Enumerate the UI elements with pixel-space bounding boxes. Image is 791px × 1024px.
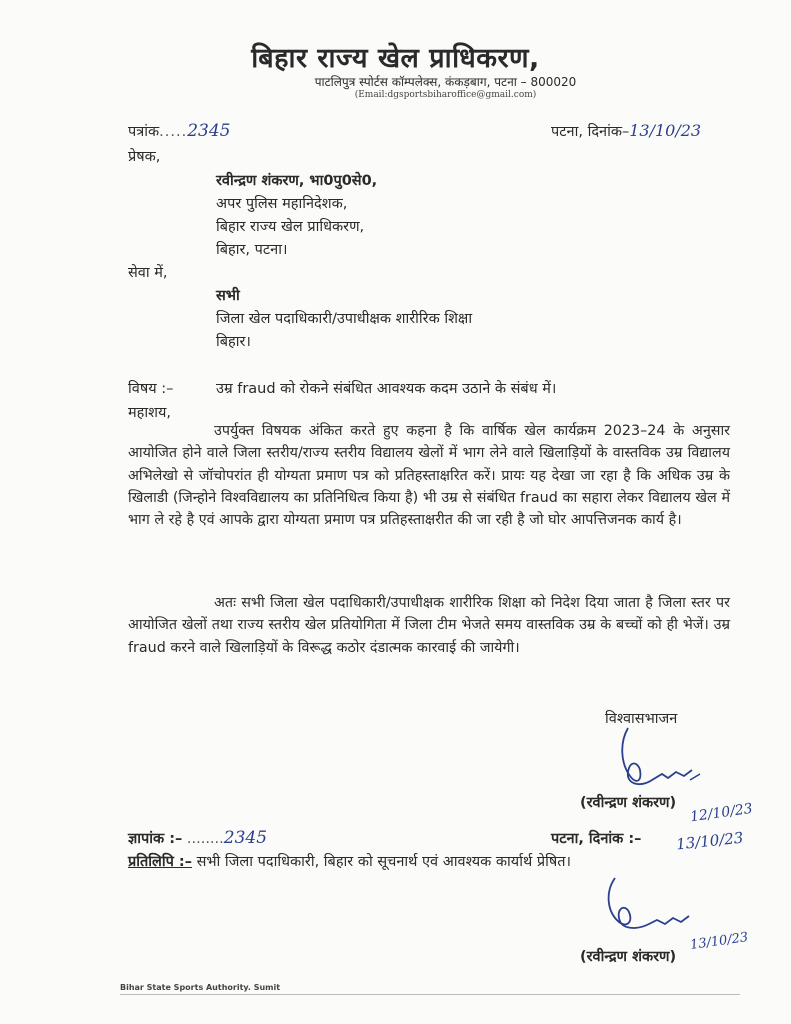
sender-designation: अपर पुलिस महानिदेशक, [216,196,348,212]
recipient-line2: जिला खेल पदाधिकारी/उपाधीक्षक शारीरिक शिक्षा [216,311,473,327]
sender-place: बिहार, पटना। [216,242,288,258]
ref-date-block [551,121,701,141]
memo-date-label: पटना, दिनांक :– [551,831,642,847]
memo-label: ज्ञापांक :– [128,831,183,847]
copy-text: सभी जिला पदाधिकारी, बिहार को सूचनार्थ एवं आवश्यक कार्यार्थ प्रेषित। [196,854,571,870]
copy-label: प्रतिलिपि :– [128,854,192,870]
recipient-line1: सभी [216,288,240,304]
closing-sig-date: 12/10/23 [689,800,754,826]
sender-name: रवीन्द्रण शंकरण, भा0पु0से0, [216,173,378,189]
ref-date: 13/10/23 [629,121,702,140]
closing-signatory: (रवीन्द्रण शंकरण) [580,795,677,811]
sender-office: बिहार राज्य खेल प्राधिकरण, [216,219,365,235]
salutation: महाशय, [128,405,172,421]
memo-number: 2345 [223,828,268,848]
memo-sig-date: 13/10/23 [689,930,750,953]
footer-text: Bihar State Sports Authority. Sumit [120,983,281,992]
signature-1-icon [590,722,710,802]
ref-number: 2345 [187,121,231,141]
ref-number-block: पत्रांक.....2345 [128,121,231,141]
recipient-line3: बिहार। [216,334,251,350]
letterhead-title: बिहार राज्य खेल प्राधिकरण, [251,43,540,74]
subject-text: उम्र fraud को रोकने संबंधित आवश्यक कदम उठाने के संबंध में। [216,381,557,397]
ref-date-label: पटना, दिनांक– [551,124,630,140]
footer-divider [120,994,740,995]
body-paragraph-2: अतः सभी जिला खेल पदाधिकारी/उपाधीक्षक शारीरिक शिक्षा को निदेश दिया जाता है जिला स्तर पर आयोजित खेलों तथा राज्य स्तरीय खेल प्रतियोगिता में जिला टीम भेजते समय वास्तविक उम्र के बच्चों को ही भेजें। उम्र fraud करने वाले खिलाड़ियों के विरूद्ध कठोर दंडात्मक कारवाई की जायेगी। [128,595,730,656]
memo-signatory: (रवीन्द्रण शंकरण) [580,949,677,965]
signature-2-icon [585,872,705,947]
letterhead-address: पाटलिपुत्र स्पोर्टस कॉम्पलेक्स, कंकड़बाग, पटना – 800020 [314,75,577,89]
recipient-label: सेवा में, [128,265,168,281]
memo-date-block [551,828,641,848]
body-paragraph-1: उपर्युक्त विषयक अंकित करते हुए कहना है कि वार्षिक खेल कार्यक्रम 2023–24 के अनुसार आयोजित होने वाले जिला स्तरीय/राज्य स्तरीय विद्यालय खेलों में भाग लेने वाले खिलाड़ियों के वास्तविक उम्र विद्यालय अभिलेखो से जॉचोपरांत ही योग्यता प्रमाण पत्र को प्रतिहस्ताक्षरित करें। प्रायः यह देखा जा रहा है कि अधिक उम्र के खिलाडी (जिन्होने विश्वविद्यालय का प्रतिनिधित्व किया है) भी उम्र से संबंधित fraud का सहारा लेकर विद्यालय खेल में भाग ले रहे है एवं आपके द्वारा योग्यता प्रमाण पत्र प्रतिहस्ताक्षरीत की जा रही है जो घोर आपत्तिजनक कार्य है। [128,423,730,529]
closing-yours: विश्वासभाजन [605,711,678,727]
ref-label: पत्रांक [128,124,160,140]
subject-label: विषय :– [128,381,174,397]
memo-number-block: ज्ञापांक :– ........2345 [128,828,268,848]
memo-date: 13/10/23 [675,828,745,854]
copy-block [128,851,571,871]
sender-label: प्रेषक, [128,149,161,165]
letterhead-email: (Email:dgsportsbiharoffice@gmail.com) [354,90,537,100]
